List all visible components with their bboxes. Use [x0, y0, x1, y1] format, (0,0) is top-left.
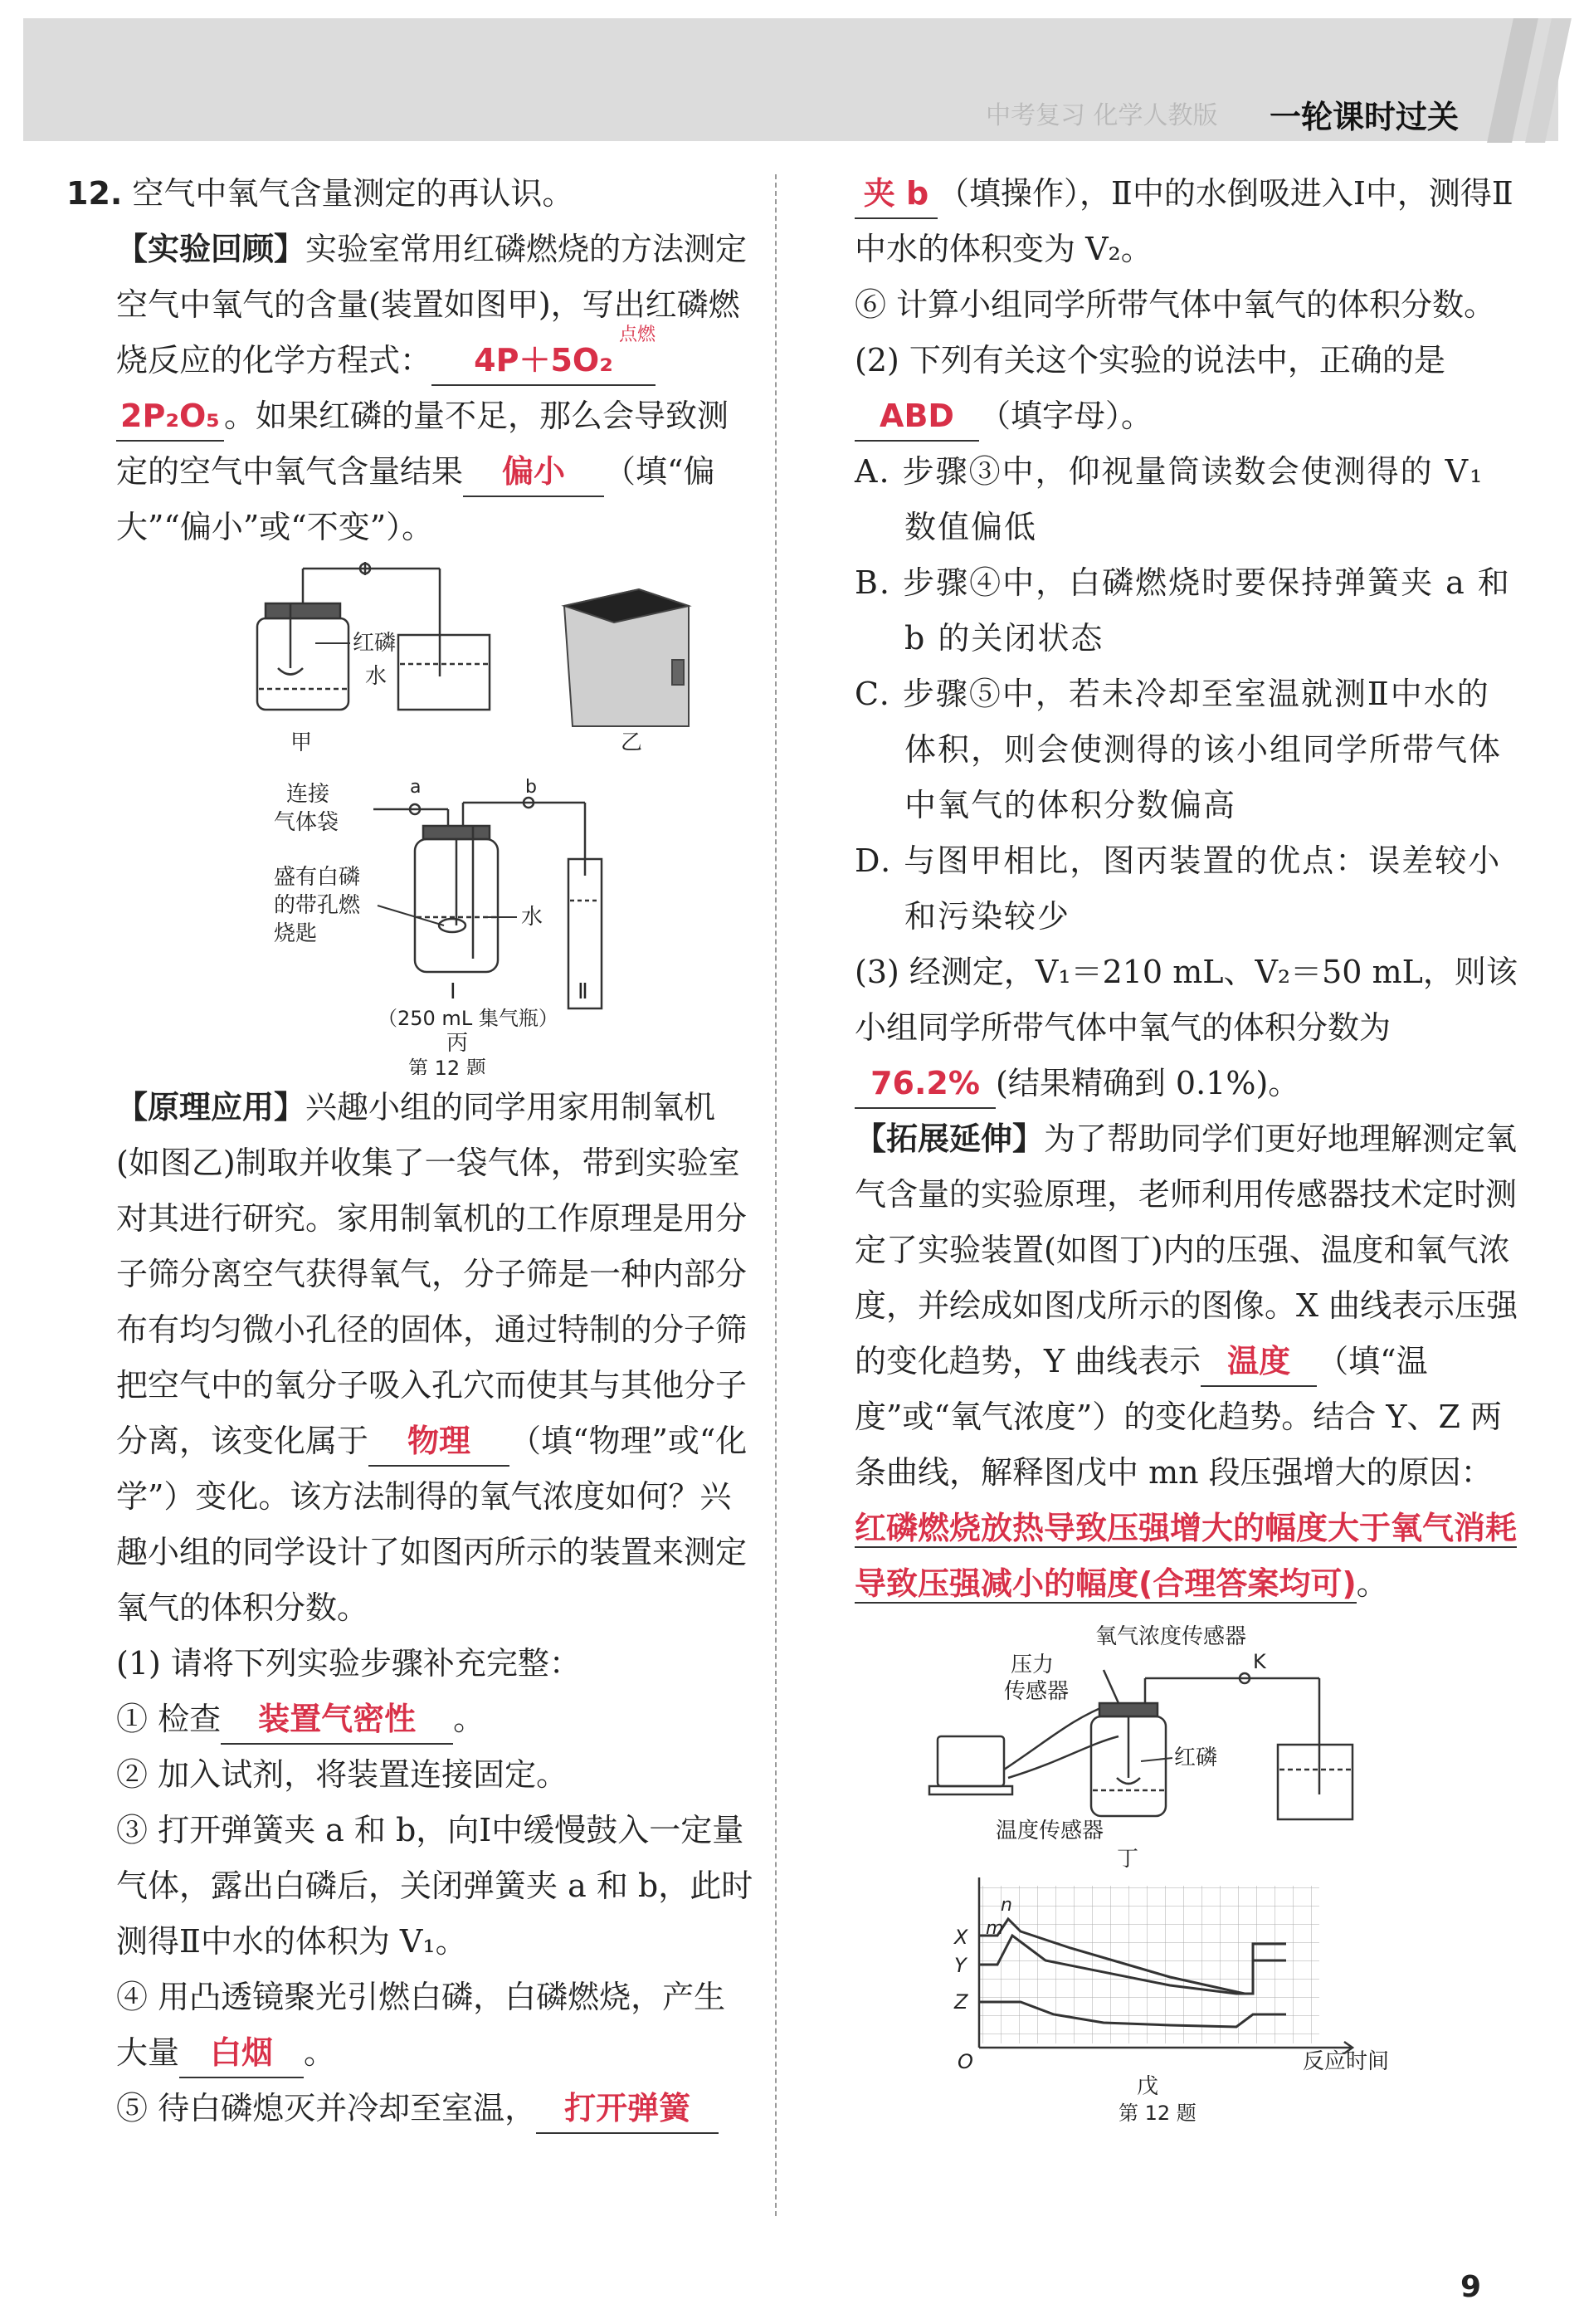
label-red-phosphorus: 红磷 — [353, 631, 397, 656]
page-header — [23, 18, 1558, 141]
label-curve-z: Z — [954, 1990, 968, 2014]
label-water: 水 — [521, 905, 543, 930]
figure-ding — [855, 1620, 1518, 1869]
oxygen-machine-yi — [564, 589, 689, 726]
label-pressure-sensor-2: 传感器 — [1004, 1679, 1070, 1704]
label-ding: 丁 — [1117, 1847, 1139, 1869]
header-ghost-text: 中考复习 化学人教版 — [986, 101, 1218, 130]
label-spoon-2: 的带孔燃 — [274, 893, 361, 918]
label-spoon-3: 烧匙 — [274, 921, 318, 946]
figure-wu — [855, 1869, 1518, 2126]
answer-ext2-line3: 减小的幅度(合理答案均可) — [981, 1565, 1357, 1602]
label-bottle-volume: （250 mL 集气瓶） — [378, 1007, 558, 1030]
answer-blank-sub2: ABD — [855, 392, 979, 442]
label-clip-a: a — [410, 777, 422, 798]
label-curve-x: X — [954, 1926, 968, 1949]
option-c: C. 步骤⑤中，若未冷却至室温就测Ⅱ中水的体积，则会使测得的该小组同学所带气体中氧气的体积分数偏高 — [855, 676, 1503, 823]
extension-paragraph: 【拓展延伸】为了帮助同学们更好地理解测定氧气含量的实验原理，老师利用传感器技术定时测定了实验装置(如图丁)内的压强、温度和氧气浓度，并绘成如图戊所示的图像。X 曲线表示压强的变化趋势，Y 曲线表示 温度 （填“温度”或“氧气浓度”）的变化趋势。结合 Y、Z 两条曲线，解释图戊中 mn 段压强增大的原因：红磷燃烧放热导致压强增大的幅度大于氧气消耗导致压强减小的幅度(合理答案均可)。 — [855, 1120, 1518, 1602]
label-bing: 丙 — [446, 1031, 469, 1056]
answer-blank-equation: 4P＋5O₂ 点燃 — [431, 336, 656, 386]
label-o2-sensor: 氧气浓度传感器 — [1095, 1624, 1247, 1649]
label-red-phosphorus: 红磷 — [1174, 1745, 1218, 1770]
label-x-axis: 反应时间 — [1303, 2049, 1390, 2074]
figure-caption: 第 12 题 — [1119, 2102, 1197, 2125]
figure-bing — [66, 776, 755, 1075]
label-spoon-1: 盛有白磷 — [274, 865, 361, 890]
step-5: ⑤ 待白磷熄灭并冷却至室温， 打开弹簧 — [66, 2081, 755, 2136]
option-a: A. 步骤③中，仰视量筒读数会使测得的 V₁ 数值偏低 — [855, 453, 1484, 545]
extension-tag: 【拓展延伸】 — [855, 1120, 1045, 1157]
column-divider — [775, 174, 777, 2216]
left-column — [66, 166, 755, 2136]
label-yi: 乙 — [621, 730, 643, 755]
answer-blank-equation-product: 2P₂O₅ — [116, 392, 224, 442]
label-origin: O — [958, 2050, 973, 2073]
label-point-m: m — [986, 1918, 1004, 1939]
answer-ext2-line1: 红磷燃烧放热导 — [855, 1510, 1076, 1546]
label-wu: 戊 — [1137, 2074, 1159, 2099]
label-cylinder-II: Ⅱ — [578, 979, 588, 1004]
right-column — [855, 166, 1518, 2126]
figure-caption: 第 12 题 — [408, 1057, 486, 1075]
label-clip-k: K — [1253, 1650, 1266, 1673]
label-gas-bag: 气体袋 — [274, 810, 339, 835]
label-point-n: n — [1001, 1895, 1012, 1916]
label-jia: 甲 — [290, 730, 313, 755]
step-1: ① 检查 装置气密性 。 — [66, 1692, 755, 1747]
label-connect: 连接 — [286, 782, 330, 807]
page-number: 9 — [1460, 2270, 1482, 2304]
apply-tag: 【原理应用】 — [116, 1089, 306, 1125]
header-title: 一轮课时过关 — [1269, 99, 1459, 135]
answer-blank-step5-cont: 夹 b — [855, 169, 938, 219]
label-clip-b: b — [525, 777, 537, 798]
answer-blank-sub3: 76.2% — [855, 1059, 996, 1109]
answer-blank-step1: 装置气密性 — [221, 1695, 453, 1745]
label-bottle-I: Ⅰ — [450, 979, 456, 1004]
label-water: 水 — [365, 664, 387, 689]
answer-blank-step5: 打开弹簧 — [536, 2084, 719, 2134]
step-3: ③ 打开弹簧夹 a 和 b，向Ⅰ中缓慢鼓入一定量气体，露出白磷后，关闭弹簧夹 a 和 b，此时测得Ⅱ中水的体积为 V₁。 — [116, 1812, 753, 1960]
review-paragraph: 【实验回顾】实验室常用红磷燃烧的方法测定空气中氧气的含量(装置如图甲)，写出红磷燃烧反应的化学方程式： 4P＋5O₂ 点燃 2P₂O₅ 。如果红磷的量不足，那么会导致测定的空气中氧气含量结果 偏小 （填“偏大”“偏小”或“不变”）。 — [116, 231, 748, 545]
question-title: 12. 空气中氧气含量测定的再认识。 — [66, 175, 574, 212]
sub-question-1: (1) 请将下列实验步骤补充完整： — [116, 1645, 581, 1682]
answer-blank-ext1: 温度 — [1201, 1337, 1317, 1387]
answer-ext2-line2: 致压强增大的幅度大于氧气消耗导致压强 — [855, 1510, 1518, 1602]
answer-blank-result: 偏小 — [463, 447, 604, 497]
answer-blank-change: 物理 — [368, 1417, 509, 1467]
apparatus-ding — [929, 1670, 1352, 1819]
apparatus-bing — [373, 803, 602, 1008]
step-6: ⑥ 计算小组同学所带气体中氧气的体积分数。 — [855, 286, 1496, 323]
label-curve-y: Y — [954, 1954, 967, 1977]
step-5-continued: 夹 b （填操作），Ⅱ中的水倒吸进入Ⅰ中，测得Ⅱ中水的体积变为 V₂。 — [855, 166, 1518, 277]
chart-grid — [979, 1886, 1319, 2043]
apply-paragraph: 【原理应用】兴趣小组的同学用家用制氧机(如图乙)制取并收集了一袋气体，带到实验室对其进行研究。家用制氧机的工作原理是用分子筛分离空气获得氧气，分子筛是一种内部分布有均匀微小孔径的固体，通过特制的分子筛把空气中的氧分子吸入孔穴而使其与其他分子分离，该变化属于 物理 （填“物理”或“化学”）变化。该方法制得的氧气浓度如何？兴趣小组的同学设计了如图丙所示的装置来测定氧气的体积分数。 — [116, 1089, 748, 1626]
option-b: B. 步骤④中，白磷燃烧时要保持弹簧夹 a 和 b 的关闭状态 — [855, 564, 1511, 657]
label-temp-sensor: 温度传感器 — [996, 1819, 1104, 1843]
label-pressure-sensor-1: 压力 — [1011, 1653, 1055, 1677]
step-2: ② 加入试剂，将装置连接固定。 — [116, 1756, 568, 1793]
figure-jia-yi — [66, 560, 755, 776]
answer-blank-step4: 白烟 — [179, 2029, 304, 2078]
review-tag: 【实验回顾】 — [116, 231, 306, 267]
sub-question-2: (2) 下列有关这个实验的说法中，正确的是 ABD （填字母）。 — [855, 333, 1518, 444]
sub-question-3: (3) 经测定，V₁＝210 mL、V₂＝50 mL，则该小组同学所带气体中氧气的体积分数为76.2% (结果精确到 0.1%)。 — [855, 945, 1518, 1111]
step-4: ④ 用凸透镜聚光引燃白磷，白磷燃烧，产生大量 白烟 。 — [66, 1970, 755, 2081]
option-d: D. 与图甲相比，图丙装置的优点：误差较小和污染较少 — [855, 842, 1502, 935]
